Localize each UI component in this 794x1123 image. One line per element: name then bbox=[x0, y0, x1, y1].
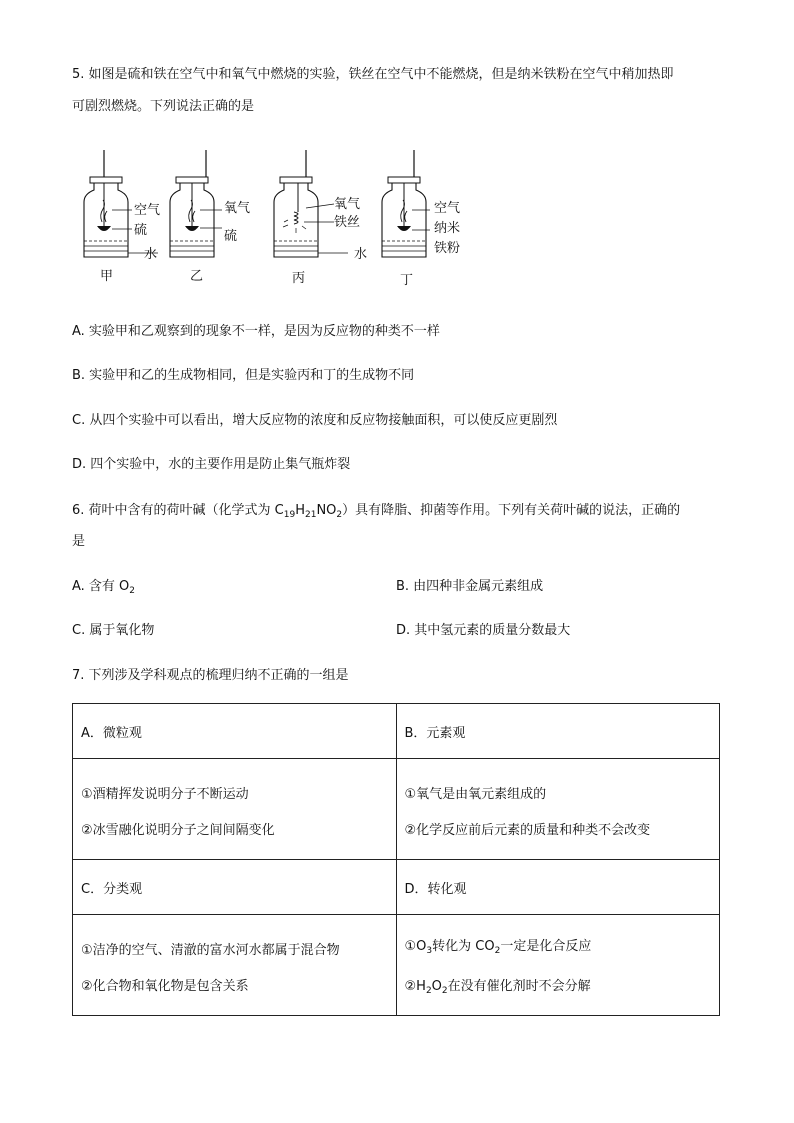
jar-yi bbox=[170, 150, 250, 284]
q5-stem-line2: 可剧烈燃烧。下列说法正确的是 bbox=[72, 99, 255, 114]
jar-yi-label-oxygen: 氧气 bbox=[224, 201, 251, 216]
q7-cell-d-body bbox=[396, 915, 720, 1016]
q6-option-d[interactable]: D. 其中氢元素的质量分数最大 bbox=[396, 623, 571, 638]
jar-ding-label-nano: 纳米 bbox=[434, 221, 461, 236]
q6-formula-h: H bbox=[295, 503, 305, 518]
q7-d2-sub-1: 2 bbox=[425, 986, 432, 996]
jar-jia-label-sulfur: 硫 bbox=[134, 223, 148, 238]
q7-d2-text-1: ②H bbox=[404, 979, 426, 994]
q7-d1-sub-2: 2 bbox=[494, 946, 501, 956]
q7-d2-text-3: 在没有催化剂时不会分解 bbox=[447, 979, 591, 994]
jar-bing-caption: 丙 bbox=[292, 271, 306, 286]
q7-d-item-1 bbox=[405, 938, 712, 960]
q7-d1-text-2: 转化为 CO bbox=[432, 939, 495, 954]
q7-cell-c-head[interactable]: C．分类观 bbox=[73, 860, 397, 915]
q6-formula-sub-o: 2 bbox=[336, 510, 343, 520]
jar-bing bbox=[274, 150, 367, 286]
q6-formula-no: NO bbox=[316, 503, 337, 518]
q7-d1-text-1: ①O bbox=[404, 939, 427, 954]
jar-ding-label-iron-powder: 铁粉 bbox=[434, 241, 461, 256]
q7-d2-text-2: O bbox=[431, 979, 442, 994]
q7-b-item-2: ②化学反应前后元素的质量和种类不会改变 bbox=[404, 823, 651, 838]
q6-option-b[interactable]: B. 由四种非金属元素组成 bbox=[396, 579, 544, 594]
q6-stem-text-2: ）具有降脂、抑菌等作用。下列有关荷叶碱的说法，正确的 bbox=[342, 503, 681, 518]
q6-formula-sub-c: 19 bbox=[283, 510, 296, 520]
q6-formula-sub-h: 21 bbox=[304, 510, 317, 520]
jar-yi-label-sulfur: 硫 bbox=[224, 229, 238, 244]
jar-ding bbox=[382, 150, 460, 288]
jar-bing-label-iron-wire: 铁丝 bbox=[334, 215, 361, 230]
q7-c-item-1: ①洁净的空气、清澈的富水河水都属于混合物 bbox=[81, 943, 340, 958]
q7-b-item-1: ①氧气是由氧元素组成的 bbox=[404, 787, 547, 802]
q7-table bbox=[72, 703, 720, 1016]
q7-cell-c-body bbox=[73, 915, 397, 1016]
q7-a-item-2: ②冰雪融化说明分子之间间隔变化 bbox=[81, 823, 275, 838]
q7-stem: 7. 下列涉及学科观点的梳理归纳不正确的一组是 bbox=[72, 668, 349, 683]
jar-jia-caption: 甲 bbox=[100, 269, 114, 284]
q5-option-d[interactable]: D. 四个实验中，水的主要作用是防止集气瓶炸裂 bbox=[72, 457, 351, 472]
q7-cell-a-head[interactable]: A．微粒观 bbox=[73, 704, 397, 759]
q7-d1-text-3: 一定是化合反应 bbox=[500, 939, 592, 954]
jar-bing-label-oxygen: 氧气 bbox=[334, 197, 361, 212]
q5-option-c[interactable]: C. 从四个实验中可以看出，增大反应物的浓度和反应物接触面积，可以使反应更剧烈 bbox=[72, 413, 558, 428]
q7-cell-b-head[interactable]: B．元素观 bbox=[396, 704, 720, 759]
q5-stem-line1: 5. 如图是硫和铁在空气中和氧气中燃烧的实验，铁丝在空气中不能燃烧，但是纳米铁粉在空气中稍加热即 bbox=[72, 67, 674, 82]
q5-option-b[interactable]: B. 实验甲和乙的生成物相同，但是实验丙和丁的生成物不同 bbox=[72, 368, 415, 383]
q7-cell-a-body bbox=[73, 759, 397, 860]
q5-option-a[interactable]: A. 实验甲和乙观察到的现象不一样，是因为反应物的种类不一样 bbox=[72, 324, 440, 339]
q7-d-item-2 bbox=[405, 978, 712, 1000]
q7-c-item-2: ②化合物和氧化物是包含关系 bbox=[81, 979, 249, 994]
q7-cell-b-body bbox=[396, 759, 720, 860]
q6-option-a-sub: 2 bbox=[129, 586, 136, 596]
q6-stem-text-1: 6. 荷叶中含有的荷叶碱（化学式为 C bbox=[72, 503, 284, 518]
q6-option-c[interactable]: C. 属于氧化物 bbox=[72, 623, 155, 638]
jar-ding-caption: 丁 bbox=[400, 273, 414, 288]
jar-jia-label-water: 水 bbox=[144, 247, 158, 262]
q7-d2-sub-2: 2 bbox=[441, 986, 448, 996]
q6-stem-line1 bbox=[72, 502, 680, 524]
jar-bing-label-water: 水 bbox=[354, 247, 368, 262]
q7-cell-d-head[interactable]: D．转化观 bbox=[396, 860, 720, 915]
q7-d1-sub-1: 3 bbox=[426, 946, 433, 956]
q6-stem-line2: 是 bbox=[72, 534, 86, 549]
jar-jia bbox=[84, 150, 160, 284]
q5-experiment-figure bbox=[72, 142, 492, 292]
q6-option-a-text: A. 含有 O bbox=[72, 579, 130, 594]
q7-a-item-1: ①酒精挥发说明分子不断运动 bbox=[81, 787, 249, 802]
jar-jia-label-air: 空气 bbox=[134, 203, 161, 218]
jar-ding-label-air: 空气 bbox=[434, 201, 461, 216]
jar-yi-caption: 乙 bbox=[190, 269, 204, 284]
q6-option-a[interactable] bbox=[72, 578, 135, 600]
